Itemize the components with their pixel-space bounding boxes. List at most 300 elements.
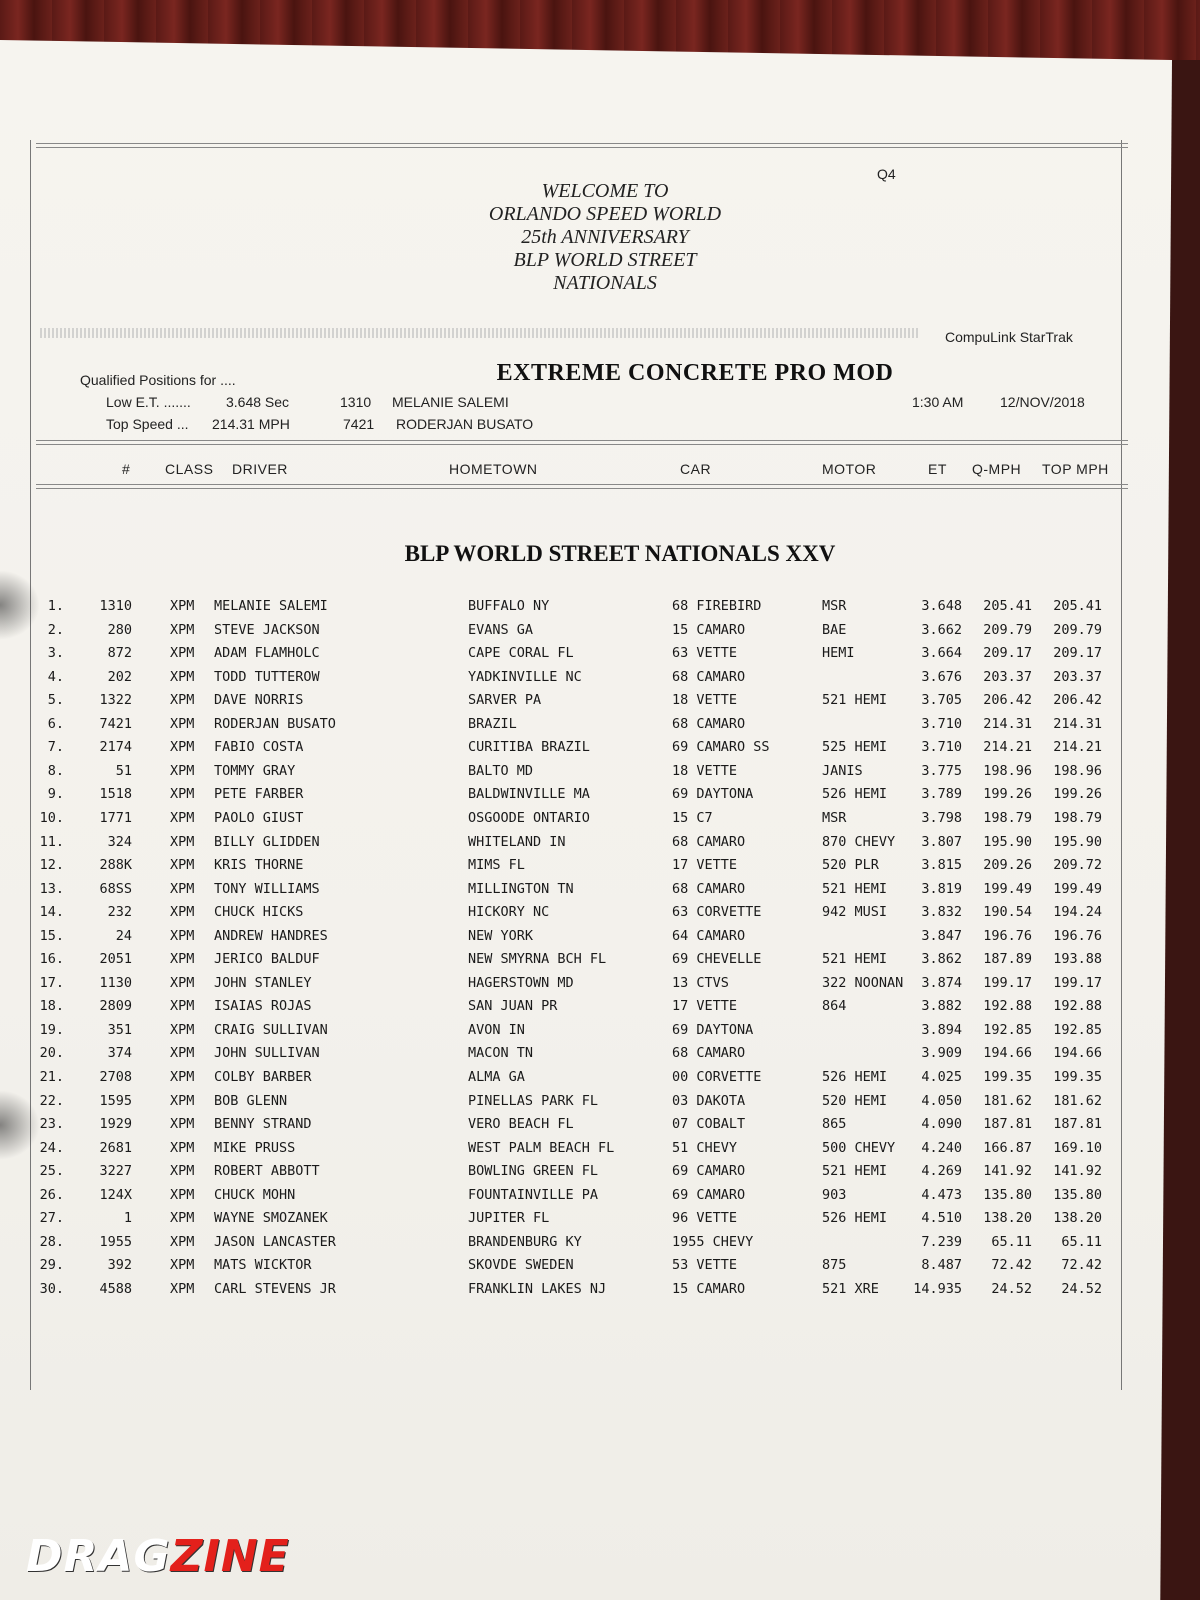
cell-driver: CRAIG SULLIVAN [214, 1022, 328, 1038]
table-row [0, 1234, 1172, 1256]
cell-qmph: 181.62 [983, 1093, 1032, 1109]
welcome-line-2: ORLANDO SPEED WORLD [488, 203, 722, 225]
cell-qmph: 166.87 [983, 1140, 1032, 1156]
cell-class: XPM [170, 716, 195, 732]
cell-qmph: 24.52 [991, 1281, 1032, 1297]
cell-class: XPM [170, 645, 195, 661]
welcome-line-3: 25th ANNIVERSARY [521, 226, 689, 248]
cell-car-number: 124X [99, 1187, 132, 1203]
logo-part-zine: ZINE [170, 1531, 290, 1582]
cell-hometown: FOUNTAINVILLE PA [468, 1187, 599, 1203]
cell-qmph: 141.92 [983, 1163, 1032, 1179]
cell-position: 3. [47, 645, 64, 661]
cell-qmph: 209.26 [983, 857, 1032, 873]
cell-class: XPM [170, 810, 195, 826]
table-row [0, 998, 1172, 1020]
welcome-banner [440, 180, 770, 295]
cell-car-number: 1955 [99, 1234, 132, 1250]
cell-hometown: YADKINVILLE NC [468, 669, 582, 685]
cell-driver: MATS WICKTOR [214, 1257, 312, 1273]
cell-qmph: 199.49 [983, 881, 1032, 897]
cell-car-number: 2174 [99, 739, 132, 755]
cell-motor: 526 HEMI [822, 786, 888, 802]
cell-driver: MIKE PRUSS [214, 1140, 296, 1156]
col-header-qmph: Q-MPH [972, 461, 1022, 477]
table-row [0, 881, 1172, 903]
cell-class: XPM [170, 998, 195, 1014]
report-date: 12/NOV/2018 [1000, 394, 1085, 410]
cell-car: 69 DAYTONA [672, 786, 754, 802]
cell-class: XPM [170, 951, 195, 967]
cell-car: 68 CAMARO [672, 669, 746, 685]
cell-hometown: ALMA GA [468, 1069, 525, 1085]
cell-car-number: 392 [107, 1257, 132, 1273]
cell-position: 10. [39, 810, 64, 826]
cell-car: 18 VETTE [672, 692, 738, 708]
cell-class: XPM [170, 928, 195, 944]
cell-motor: 500 CHEVY [822, 1140, 896, 1156]
table-row [0, 834, 1172, 856]
cell-driver: ROBERT ABBOTT [214, 1163, 320, 1179]
cell-car-number: 7421 [99, 716, 132, 732]
col-header-topmph: TOP MPH [1042, 461, 1109, 477]
cell-et: 7.239 [921, 1234, 962, 1250]
column-rule [36, 484, 1128, 485]
cell-motor: 526 HEMI [822, 1069, 888, 1085]
cell-et: 3.710 [921, 716, 962, 732]
cell-hometown: NEW YORK [468, 928, 534, 944]
cell-qmph: 214.21 [983, 739, 1032, 755]
cell-qmph: 187.81 [983, 1116, 1032, 1132]
low-et-label: Low E.T. ....... [106, 394, 191, 410]
cell-hometown: WEST PALM BEACH FL [468, 1140, 615, 1156]
cell-hometown: VERO BEACH FL [468, 1116, 574, 1132]
cell-car-number: 68SS [99, 881, 132, 897]
cell-driver: BILLY GLIDDEN [214, 834, 320, 850]
cell-car-number: 202 [107, 669, 132, 685]
cell-car-number: 232 [107, 904, 132, 920]
report-time: 1:30 AM [912, 394, 964, 410]
table-row [0, 1045, 1172, 1067]
cell-car-number: 51 [115, 763, 132, 779]
top-speed-value: 214.31 MPH [212, 416, 290, 432]
cell-car: 63 VETTE [672, 645, 738, 661]
cell-top-mph: 194.24 [1053, 904, 1102, 920]
system-name: CompuLink StarTrak [945, 329, 1073, 345]
cell-qmph: 190.54 [983, 904, 1032, 920]
cell-motor: 875 [822, 1257, 847, 1273]
cell-class: XPM [170, 763, 195, 779]
cell-class: XPM [170, 622, 195, 638]
cell-hometown: FRANKLIN LAKES NJ [468, 1281, 607, 1297]
qualified-label: Qualified Positions for .... [80, 372, 236, 388]
cell-car: 15 CAMARO [672, 622, 746, 638]
table-row [0, 951, 1172, 973]
table-row [0, 1163, 1172, 1185]
cell-class: XPM [170, 1281, 195, 1297]
cell-top-mph: 65.11 [1061, 1234, 1102, 1250]
cell-top-mph: 194.66 [1053, 1045, 1102, 1061]
cell-top-mph: 192.85 [1053, 1022, 1102, 1038]
cell-driver: JOHN STANLEY [214, 975, 312, 991]
cell-motor: MSR [822, 598, 847, 614]
cell-et: 3.815 [921, 857, 962, 873]
header-rule [36, 440, 1128, 441]
cell-qmph: 195.90 [983, 834, 1032, 850]
cell-hometown: MILLINGTON TN [468, 881, 574, 897]
cell-class: XPM [170, 669, 195, 685]
cell-motor: MSR [822, 810, 847, 826]
table-row [0, 1210, 1172, 1232]
cell-driver: WAYNE SMOZANEK [214, 1210, 328, 1226]
cell-qmph: 196.76 [983, 928, 1032, 944]
cell-et: 3.862 [921, 951, 962, 967]
table-row [0, 669, 1172, 691]
cell-et: 3.789 [921, 786, 962, 802]
series-title: BLP WORLD STREET NATIONALS XXV [404, 541, 836, 566]
cell-driver: TOMMY GRAY [214, 763, 296, 779]
col-header-hometown: HOMETOWN [449, 461, 538, 477]
cell-et: 14.935 [913, 1281, 962, 1297]
cell-car-number: 1929 [99, 1116, 132, 1132]
cell-qmph: 187.89 [983, 951, 1032, 967]
cell-position: 28. [39, 1234, 64, 1250]
cell-car-number: 4588 [99, 1281, 132, 1297]
cell-car: 68 FIREBIRD [672, 598, 762, 614]
cell-top-mph: 199.26 [1053, 786, 1102, 802]
cell-car: 68 CAMARO [672, 881, 746, 897]
cell-hometown: EVANS GA [468, 622, 534, 638]
table-row [0, 692, 1172, 714]
cell-position: 6. [47, 716, 64, 732]
table-row [0, 1022, 1172, 1044]
cell-driver: STEVE JACKSON [214, 622, 320, 638]
top-rule [36, 143, 1128, 144]
cell-motor: BAE [822, 622, 847, 638]
cell-car: 69 CHEVELLE [672, 951, 762, 967]
table-row [0, 622, 1172, 644]
cell-hometown: CAPE CORAL FL [468, 645, 574, 661]
cell-car-number: 280 [107, 622, 132, 638]
cell-qmph: 192.88 [983, 998, 1032, 1014]
table-row [0, 1187, 1172, 1209]
cell-motor: 521 XRE [822, 1281, 879, 1297]
cell-position: 9. [47, 786, 64, 802]
table-row [0, 810, 1172, 832]
cell-driver: TONY WILLIAMS [214, 881, 320, 897]
cell-car-number: 351 [107, 1022, 132, 1038]
welcome-line-5: NATIONALS [553, 272, 657, 294]
cell-et: 3.847 [921, 928, 962, 944]
table-row [0, 1140, 1172, 1162]
cell-top-mph: 199.17 [1053, 975, 1102, 991]
cell-car-number: 872 [107, 645, 132, 661]
cell-qmph: 192.85 [983, 1022, 1032, 1038]
welcome-line-4: BLP WORLD STREET [513, 249, 697, 271]
dragzine-logo [26, 1531, 290, 1582]
cell-driver: MELANIE SALEMI [214, 598, 328, 614]
cell-car: 69 DAYTONA [672, 1022, 754, 1038]
cell-position: 18. [39, 998, 64, 1014]
cell-position: 25. [39, 1163, 64, 1179]
cell-top-mph: 138.20 [1053, 1210, 1102, 1226]
cell-top-mph: 198.96 [1053, 763, 1102, 779]
cell-motor: 870 CHEVY [822, 834, 896, 850]
cell-class: XPM [170, 975, 195, 991]
cell-hometown: HAGERSTOWN MD [468, 975, 574, 991]
top-speed-number: 7421 [343, 416, 375, 432]
cell-driver: CHUCK MOHN [214, 1187, 296, 1203]
cell-hometown: BUFFALO NY [468, 598, 550, 614]
cell-class: XPM [170, 1187, 195, 1203]
col-header-et: ET [928, 461, 947, 477]
cell-class: XPM [170, 1022, 195, 1038]
cell-top-mph: 181.62 [1053, 1093, 1102, 1109]
cell-top-mph: 192.88 [1053, 998, 1102, 1014]
cell-car: 68 CAMARO [672, 716, 746, 732]
table-row [0, 1257, 1172, 1279]
cell-top-mph: 203.37 [1053, 669, 1102, 685]
table-row [0, 645, 1172, 667]
low-et-driver: MELANIE SALEMI [392, 394, 509, 410]
table-row [0, 716, 1172, 738]
cell-hometown: CURITIBA BRAZIL [468, 739, 590, 755]
cell-qmph: 214.31 [983, 716, 1032, 732]
cell-top-mph: 24.52 [1061, 1281, 1102, 1297]
cell-et: 3.676 [921, 669, 962, 685]
table-row [0, 739, 1172, 761]
table-row [0, 975, 1172, 997]
cell-hometown: MIMS FL [468, 857, 525, 873]
cell-position: 29. [39, 1257, 64, 1273]
cell-car-number: 24 [115, 928, 132, 944]
cell-position: 26. [39, 1187, 64, 1203]
cell-hometown: PINELLAS PARK FL [468, 1093, 599, 1109]
cell-hometown: WHITELAND IN [468, 834, 566, 850]
col-header-driver: DRIVER [232, 461, 288, 477]
cell-et: 4.090 [921, 1116, 962, 1132]
cell-qmph: 205.41 [983, 598, 1032, 614]
cell-class: XPM [170, 857, 195, 873]
cell-qmph: 65.11 [991, 1234, 1032, 1250]
cell-class: XPM [170, 739, 195, 755]
cell-top-mph: 199.49 [1053, 881, 1102, 897]
cell-et: 3.832 [921, 904, 962, 920]
cell-qmph: 206.42 [983, 692, 1032, 708]
cell-qmph: 72.42 [991, 1257, 1032, 1273]
cell-car: 53 VETTE [672, 1257, 738, 1273]
cell-car-number: 3227 [99, 1163, 132, 1179]
table-row [0, 1116, 1172, 1138]
cell-car-number: 2681 [99, 1140, 132, 1156]
cell-hometown: SKOVDE SWEDEN [468, 1257, 574, 1273]
cell-et: 4.269 [921, 1163, 962, 1179]
cell-top-mph: 198.79 [1053, 810, 1102, 826]
cell-hometown: BALTO MD [468, 763, 534, 779]
cell-et: 3.874 [921, 975, 962, 991]
cell-position: 30. [39, 1281, 64, 1297]
cell-car-number: 1130 [99, 975, 132, 991]
cell-motor: 521 HEMI [822, 951, 888, 967]
cell-class: XPM [170, 1257, 195, 1273]
cell-top-mph: 214.31 [1053, 716, 1102, 732]
cell-qmph: 199.26 [983, 786, 1032, 802]
cell-position: 23. [39, 1116, 64, 1132]
cell-top-mph: 141.92 [1053, 1163, 1102, 1179]
cell-car: 17 VETTE [672, 857, 738, 873]
cell-top-mph: 205.41 [1053, 598, 1102, 614]
cell-class: XPM [170, 881, 195, 897]
cell-et: 3.705 [921, 692, 962, 708]
cell-hometown: SARVER PA [468, 692, 542, 708]
cell-top-mph: 209.17 [1053, 645, 1102, 661]
cell-car: 00 CORVETTE [672, 1069, 762, 1085]
col-header-class: CLASS [165, 461, 214, 477]
cell-class: XPM [170, 598, 195, 614]
cell-hometown: NEW SMYRNA BCH FL [468, 951, 607, 967]
cell-top-mph: 169.10 [1053, 1140, 1102, 1156]
low-et-value: 3.648 Sec [226, 394, 290, 410]
cell-qmph: 203.37 [983, 669, 1032, 685]
cell-driver: ANDREW HANDRES [214, 928, 328, 944]
cell-top-mph: 196.76 [1053, 928, 1102, 944]
cell-car: 07 COBALT [672, 1116, 746, 1132]
cell-driver: ISAIAS ROJAS [214, 998, 312, 1014]
cell-et: 3.882 [921, 998, 962, 1014]
cell-driver: JOHN SULLIVAN [214, 1045, 320, 1061]
cell-motor: 526 HEMI [822, 1210, 888, 1226]
cell-driver: PETE FARBER [214, 786, 304, 802]
cell-top-mph: 193.88 [1053, 951, 1102, 967]
cell-driver: CARL STEVENS JR [214, 1281, 336, 1297]
cell-position: 4. [47, 669, 64, 685]
cell-motor: JANIS [822, 763, 863, 779]
cell-motor: 942 MUSI [822, 904, 888, 920]
cell-class: XPM [170, 1210, 195, 1226]
cell-top-mph: 209.72 [1053, 857, 1102, 873]
cell-car: 68 CAMARO [672, 834, 746, 850]
cell-top-mph: 209.79 [1053, 622, 1102, 638]
cell-qmph: 198.79 [983, 810, 1032, 826]
cell-driver: JASON LANCASTER [214, 1234, 336, 1250]
welcome-line-1: WELCOME TO [541, 180, 669, 202]
cell-car: 15 C7 [672, 810, 713, 826]
table-row [0, 763, 1172, 785]
cell-top-mph: 72.42 [1061, 1257, 1102, 1273]
cell-car-number: 2051 [99, 951, 132, 967]
cell-et: 3.662 [921, 622, 962, 638]
cell-motor: 525 HEMI [822, 739, 888, 755]
cell-car-number: 1595 [99, 1093, 132, 1109]
cell-car: 96 VETTE [672, 1210, 738, 1226]
cell-car: 64 CAMARO [672, 928, 746, 944]
cell-class: XPM [170, 1116, 195, 1132]
col-header-num: # [122, 461, 131, 477]
cell-qmph: 209.17 [983, 645, 1032, 661]
cell-position: 7. [47, 739, 64, 755]
cell-position: 2. [47, 622, 64, 638]
cell-class: XPM [170, 834, 195, 850]
cell-hometown: BOWLING GREEN FL [468, 1163, 599, 1179]
cell-position: 22. [39, 1093, 64, 1109]
logo-part-drag: DRAG [26, 1531, 171, 1582]
cell-hometown: BRAZIL [468, 716, 517, 732]
cell-position: 15. [39, 928, 64, 944]
cell-top-mph: 214.21 [1053, 739, 1102, 755]
cell-et: 3.909 [921, 1045, 962, 1061]
cell-class: XPM [170, 692, 195, 708]
cell-class: XPM [170, 1069, 195, 1085]
cell-driver: FABIO COSTA [214, 739, 304, 755]
cell-car-number: 1322 [99, 692, 132, 708]
cell-motor: 903 [822, 1187, 847, 1203]
cell-position: 24. [39, 1140, 64, 1156]
cell-car-number: 1771 [99, 810, 132, 826]
cell-class: XPM [170, 1140, 195, 1156]
cell-car-number: 2708 [99, 1069, 132, 1085]
cell-et: 3.648 [921, 598, 962, 614]
cell-driver: PAOLO GIUST [214, 810, 304, 826]
top-speed-label: Top Speed ... [106, 416, 189, 432]
cell-driver: DAVE NORRIS [214, 692, 304, 708]
col-header-car: CAR [680, 461, 712, 477]
cell-motor: 864 [822, 998, 847, 1014]
cell-motor: 865 [822, 1116, 847, 1132]
cell-car: 51 CHEVY [672, 1140, 738, 1156]
table-row [0, 904, 1172, 926]
cell-driver: BENNY STRAND [214, 1116, 312, 1132]
cell-et: 3.710 [921, 739, 962, 755]
cell-hometown: OSGOODE ONTARIO [468, 810, 590, 826]
cell-motor: 520 HEMI [822, 1093, 888, 1109]
cell-et: 3.775 [921, 763, 962, 779]
cell-qmph: 138.20 [983, 1210, 1032, 1226]
cell-et: 4.473 [921, 1187, 962, 1203]
cell-driver: ADAM FLAMHOLC [214, 645, 320, 661]
table-row [0, 928, 1172, 950]
cell-et: 3.664 [921, 645, 962, 661]
col-header-motor: MOTOR [822, 461, 877, 477]
cell-driver: KRIS THORNE [214, 857, 304, 873]
cell-position: 13. [39, 881, 64, 897]
cell-et: 3.894 [921, 1022, 962, 1038]
table-row [0, 857, 1172, 879]
cell-hometown: JUPITER FL [468, 1210, 550, 1226]
cell-et: 3.819 [921, 881, 962, 897]
cell-motor: 521 HEMI [822, 1163, 888, 1179]
cell-car: 13 CTVS [672, 975, 729, 991]
cell-position: 5. [47, 692, 64, 708]
table-row [0, 1069, 1172, 1091]
cell-motor: 521 HEMI [822, 692, 888, 708]
cell-hometown: BALDWINVILLE MA [468, 786, 590, 802]
cell-hometown: MACON TN [468, 1045, 534, 1061]
cell-hometown: SAN JUAN PR [468, 998, 558, 1014]
cell-qmph: 209.79 [983, 622, 1032, 638]
top-speed-driver: RODERJAN BUSATO [396, 416, 534, 432]
low-et-number: 1310 [340, 394, 372, 410]
cell-class: XPM [170, 786, 195, 802]
cell-qmph: 199.35 [983, 1069, 1032, 1085]
cell-car: 1955 CHEVY [672, 1234, 754, 1250]
cell-class: XPM [170, 904, 195, 920]
cell-et: 3.798 [921, 810, 962, 826]
cell-driver: RODERJAN BUSATO [214, 716, 336, 732]
cell-car: 69 CAMARO [672, 1187, 746, 1203]
cell-car: 03 DAKOTA [672, 1093, 746, 1109]
cell-car: 17 VETTE [672, 998, 738, 1014]
cell-car: 68 CAMARO [672, 1045, 746, 1061]
